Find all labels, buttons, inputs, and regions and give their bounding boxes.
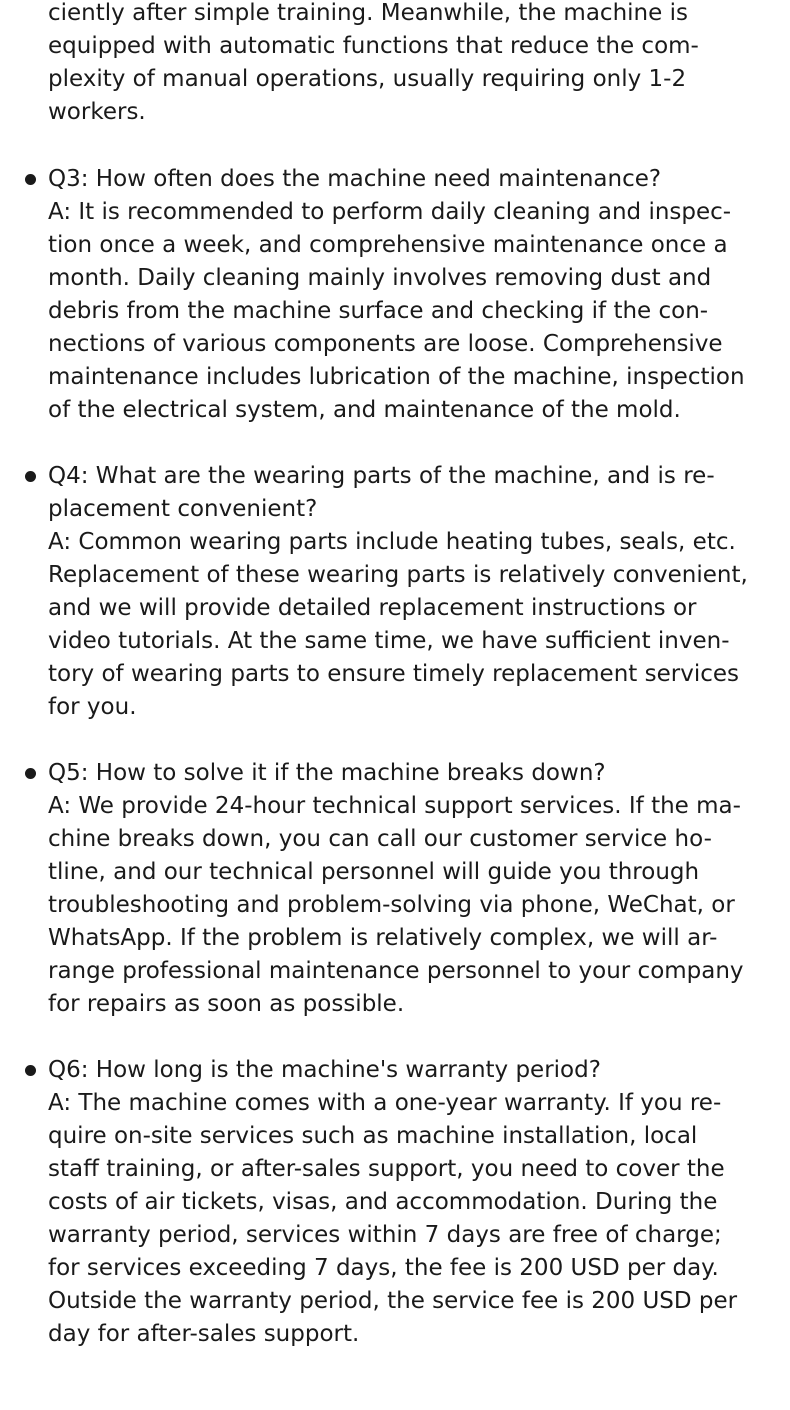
answer-line: maintenance includes lubrication of the machine, inspection: [48, 364, 745, 390]
answer-line: A: It is recommended to perform daily cleaning and inspec-: [48, 199, 732, 225]
answer-line: day for after-sales support.: [48, 1321, 360, 1347]
answer-line: A: Common wearing parts include heating tubes, seals, etc.: [48, 529, 736, 555]
text-line: workers.: [48, 99, 146, 125]
faq-item-q5: [48, 757, 773, 1021]
bullet-icon: [25, 1065, 36, 1076]
answer-line: tion once a week, and comprehensive maintenance once a: [48, 232, 728, 258]
answer-line: WhatsApp. If the problem is relatively complex, we will ar-: [48, 925, 718, 951]
text-line: ciently after simple training. Meanwhile, the machine is: [48, 0, 688, 26]
faq-item-q6: [48, 1054, 773, 1351]
answer-line: warranty period, services within 7 days are free of charge;: [48, 1222, 722, 1248]
text-line: equipped with automatic functions that reduce the com-: [48, 33, 699, 59]
answer-line: quire on-site services such as machine installation, local: [48, 1123, 698, 1149]
answer-line: nections of various components are loose. Comprehensive: [48, 331, 723, 357]
question-line: Q4: What are the wearing parts of the machine, and is re-: [48, 463, 715, 489]
question-line: Q6: How long is the machine's warranty period?: [48, 1057, 601, 1083]
answer-line: staff training, or after-sales support, you need to cover the: [48, 1156, 725, 1182]
bullet-icon: [25, 174, 36, 185]
answer-line: of the electrical system, and maintenance of the mold.: [48, 397, 681, 423]
question-line: Q3: How often does the machine need maintenance?: [48, 166, 662, 192]
faq-item-q3: [48, 163, 773, 427]
answer-line: month. Daily cleaning mainly involves removing dust and: [48, 265, 712, 291]
bullet-icon: [25, 768, 36, 779]
answer-line: and we will provide detailed replacement instructions or: [48, 595, 697, 621]
answer-line: debris from the machine surface and checking if the con-: [48, 298, 709, 324]
answer-line: Replacement of these wearing parts is relatively convenient,: [48, 562, 748, 588]
answer-line: costs of air tickets, visas, and accommodation. During the: [48, 1189, 718, 1215]
answer-line: range professional maintenance personnel to your company: [48, 958, 744, 984]
intro-paragraph: [48, 0, 773, 129]
answer-line: tline, and our technical personnel will guide you through: [48, 859, 700, 885]
question-line: placement convenient?: [48, 496, 318, 522]
text-line: plexity of manual operations, usually requiring only 1-2: [48, 66, 687, 92]
answer-line: for repairs as soon as possible.: [48, 991, 405, 1017]
answer-line: for services exceeding 7 days, the fee is 200 USD per day.: [48, 1255, 719, 1281]
answer-line: for you.: [48, 694, 137, 720]
answer-line: Outside the warranty period, the service fee is 200 USD per: [48, 1288, 738, 1314]
question-line: Q5: How to solve it if the machine breaks down?: [48, 760, 606, 786]
answer-line: chine breaks down, you can call our customer service ho-: [48, 826, 712, 852]
answer-line: A: We provide 24-hour technical support services. If the ma-: [48, 793, 741, 819]
answer-line: troubleshooting and problem-solving via phone, WeChat, or: [48, 892, 735, 918]
answer-line: video tutorials. At the same time, we have sufficient inven-: [48, 628, 730, 654]
answer-line: A: The machine comes with a one-year warranty. If you re-: [48, 1090, 722, 1116]
faq-item-q4: [48, 460, 773, 724]
bullet-icon: [25, 471, 36, 482]
answer-line: tory of wearing parts to ensure timely replacement services: [48, 661, 739, 687]
